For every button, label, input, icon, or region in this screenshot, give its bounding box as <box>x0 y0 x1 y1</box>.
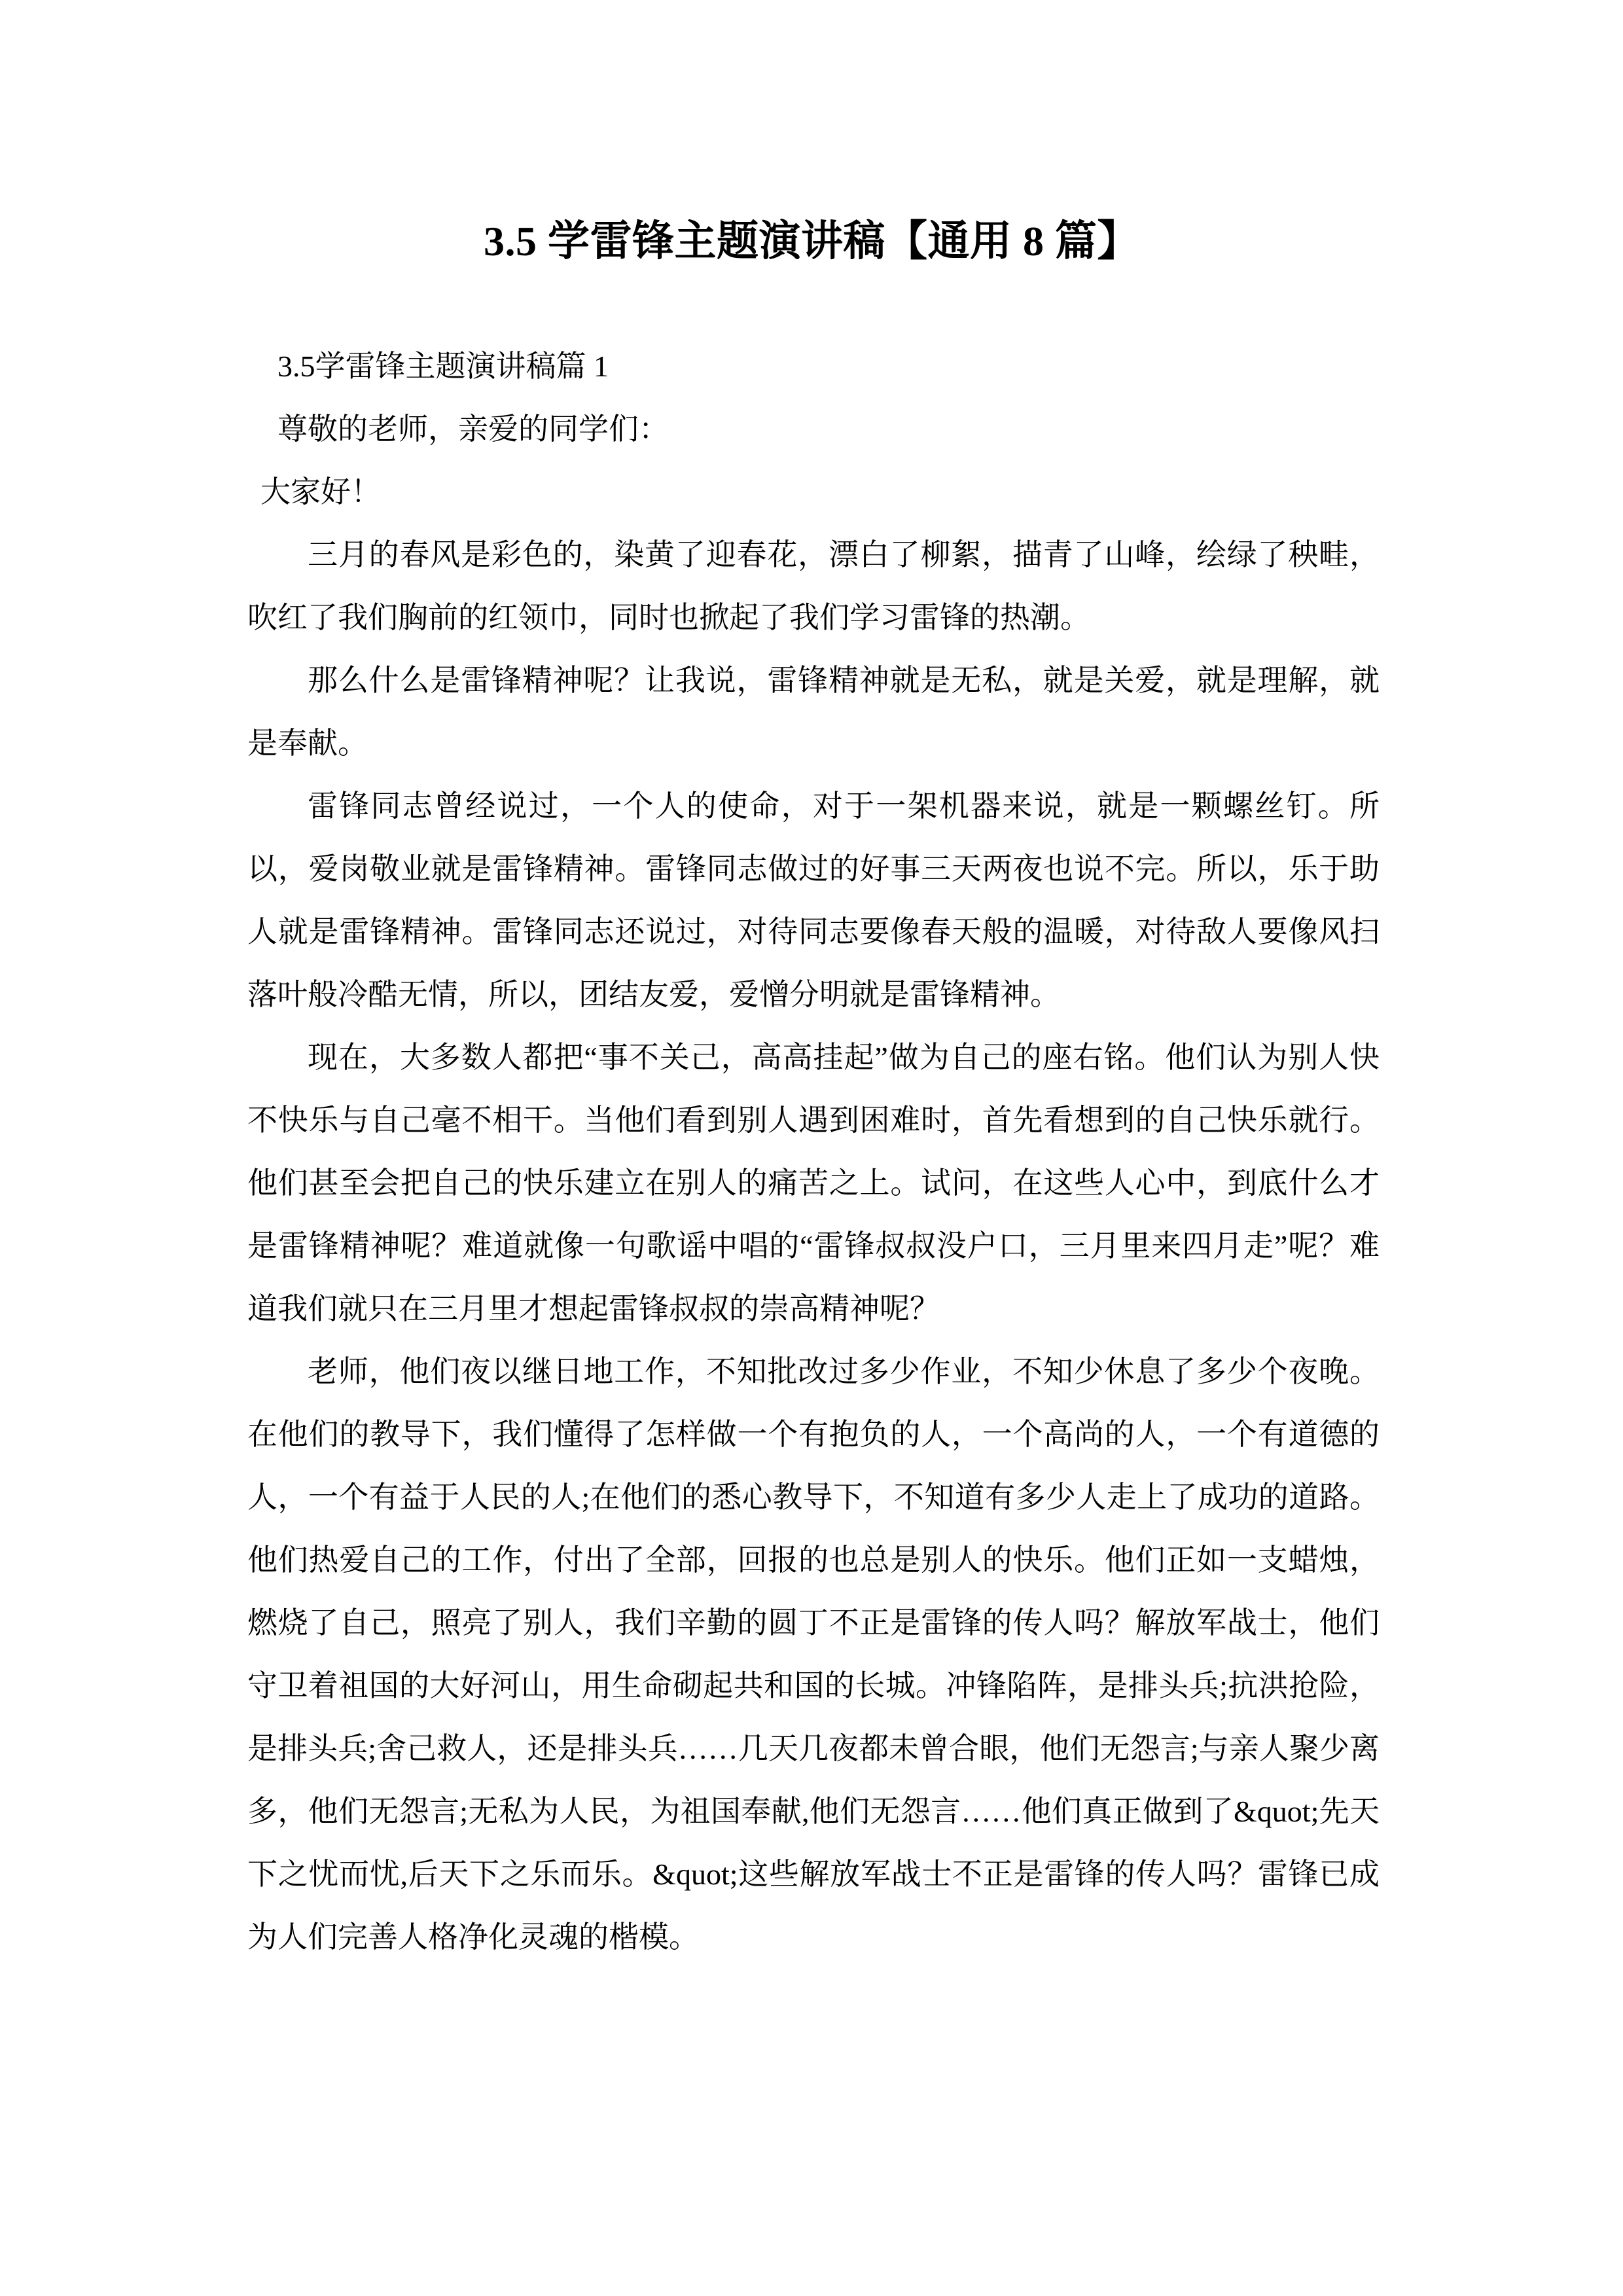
body-paragraph: 雷锋同志曾经说过，一个人的使命，对于一架机器来说，就是一颗螺丝钉。所以，爱岗敬业就是雷锋精神。雷锋同志做过的好事三天两夜也说不完。所以，乐于助人就是雷锋精神。雷锋同志还说过，对待同志要像春天般的温暖，对待敌人要像风扫落叶般冷酷无情，所以，团结友爱，爱憎分明就是雷锋精神。 <box>247 789 1380 1011</box>
salutation-line: 尊敬的老师，亲爱的同学们： <box>277 412 669 446</box>
body-paragraph: 那么什么是雷锋精神呢？让我说，雷锋精神就是无私，就是关爱，就是理解，就是奉献。 <box>247 664 1380 760</box>
body-paragraph: 现在，大多数人都把“事不关己，高高挂起”做为自己的座右铭。他们认为别人快不快乐与自己毫不相干。当他们看到别人遇到困难时，首先看想到的自己快乐就行。他们甚至会把自己的快乐建立在别人的痛苦之上。试问，在这些人心中，到底什么才是雷锋精神呢？难道就像一句歌谣中唱的“雷锋叔叔没户口，三月里来四月走”呢？难道我们就只在三月里才想起雷锋叔叔的崇高精神呢？ <box>247 1041 1380 1325</box>
section-label: 3.5学雷锋主题演讲稿篇 1 <box>277 350 609 383</box>
greeting-line: 大家好！ <box>260 475 381 509</box>
body-paragraph: 老师，他们夜以继日地工作，不知批改过多少作业，不知少休息了多少个夜晚。在他们的教导下，我们懂得了怎样做一个有抱负的人，一个高尚的人，一个有道德的人，一个有益于人民的人;在他们的悉心教导下，不知道有多少人走上了成功的道路。他们热爱自己的工作，付出了全部，回报的也总是别人的快乐。他们正如一支蜡烛，燃烧了自己，照亮了别人，我们辛勤的圆丁不正是雷锋的传人吗？解放军战士，他们守卫着祖国的大好河山，用生命砌起共和国的长城。冲锋陷阵，是排头兵;抗洪抢险，是排头兵;舍己救人，还是排头兵……几天几夜都未曾合眼，他们无怨言;与亲人聚少离多，他们无怨言;无私为人民，为祖国奉献,他们无怨言……他们真正做到了&quot;先天下之忧而忧,后天下之乐而乐。&quot;这些解放军战士不正是雷锋的传人吗？雷锋已成为人们完善人格净化灵魂的楷模。 <box>247 1355 1380 1954</box>
page-title: 3.5 学雷锋主题演讲稿【通用 8 篇】 <box>484 217 1139 264</box>
document-body <box>247 335 1380 1969</box>
body-paragraph: 三月的春风是彩色的，染黄了迎春花，漂白了柳絮，描青了山峰，绘绿了秧畦，吹红了我们胸前的红领巾，同时也掀起了我们学习雷锋的热潮。 <box>247 538 1380 634</box>
